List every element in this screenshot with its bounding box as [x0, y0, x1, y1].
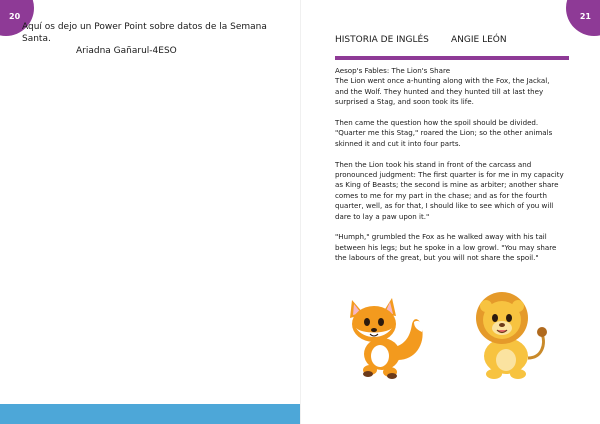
page-number-left: 20	[9, 12, 21, 21]
fox-illustration	[330, 288, 430, 383]
author-line: Ariadna Gañarul-4ESO	[76, 46, 177, 56]
header-divider	[335, 56, 569, 60]
section-title: HISTORIA DE INGLÉS	[335, 35, 429, 45]
story-paragraph-4: "Humph," grumbled the Fox as he walked away with his tail between his legs; but he spoke in a low growl. "You may share the labours of the great, but you will not share the spoil."	[335, 232, 557, 263]
intro-text: Aquí os dejo un Power Point sobre datos de la Semana Santa.	[22, 22, 267, 44]
story-paragraph-3: Then the Lion took his stand in front of the carcass and pronounced judgment: The first quarter is for me in my capacity as King of Beasts; the second is mine as arbiter; another share comes to me for my part in the chase; and as for the fourth quarter, well, as for that, I should like to see which of you will dare to lay a paw upon it."	[335, 159, 564, 221]
story-paragraph-1: The Lion went once a-hunting along with the Fox, the Jackal, and the Wolf. They hunted and they hunted till at last they surprised a Stag, and soon took its life.	[335, 76, 550, 107]
page-number-right: 21	[579, 12, 591, 21]
story-text	[335, 66, 565, 274]
author-name: ANGIE LEÓN	[451, 35, 507, 45]
footer-bar	[0, 404, 300, 424]
lion-illustration	[466, 288, 550, 380]
story-title: Aesop's Fables: The Lion's Share	[335, 66, 451, 75]
story-paragraph-2: Then came the question how the spoil should be divided. "Quarter me this Stag," roared the Lion; so the other animals skinned it and cut it into four parts.	[335, 118, 553, 148]
